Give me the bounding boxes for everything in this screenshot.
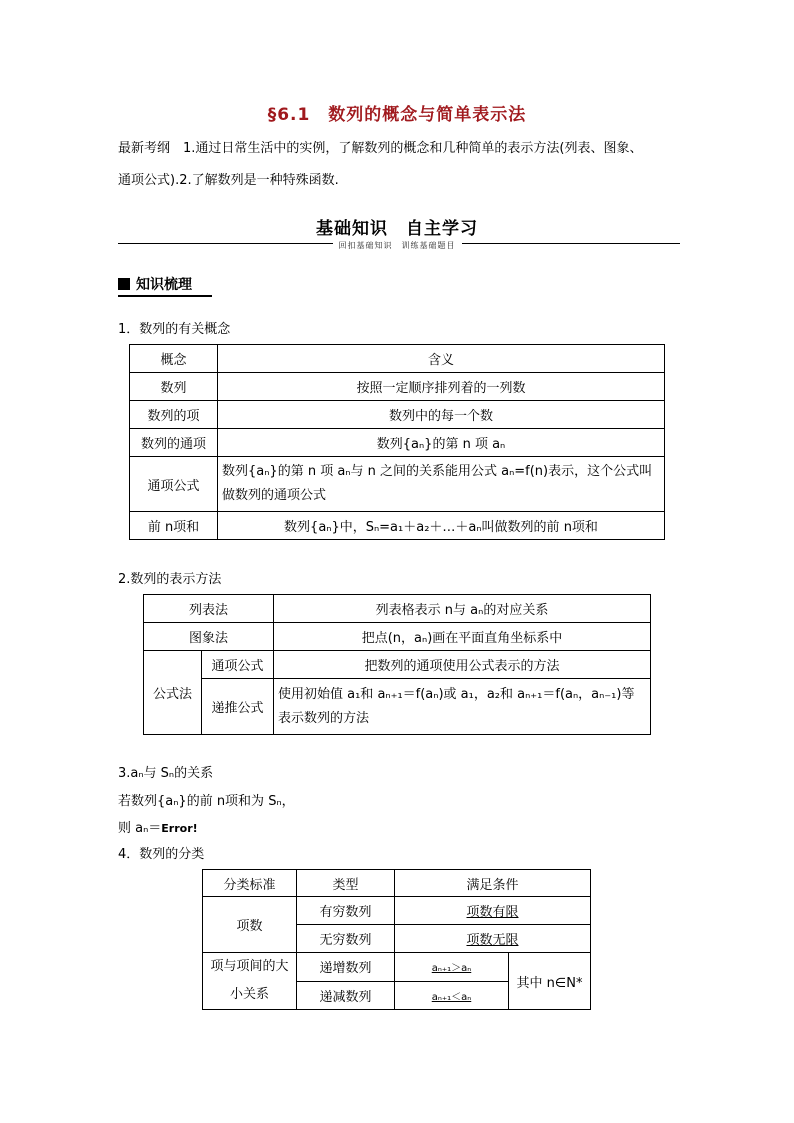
syllabus-line-2: 通项公式).2.了解数列是一种特殊函数. — [118, 173, 339, 188]
where-clause: 其中 n∈N* — [509, 953, 591, 1010]
row-text: 数列{aₙ}中，Sₙ=a₁＋a₂＋…＋aₙ叫做数列的前 n项和 — [218, 512, 665, 540]
representation-table — [143, 594, 651, 735]
decreasing-type: 递减数列 — [297, 981, 395, 1010]
infinite-condition: 项数无限 — [395, 925, 591, 953]
recur-text: 使用初始值 a₁和 aₙ₊₁＝f(aₙ)或 a₁，a₂和 aₙ₊₁＝f(aₙ，aₙ₋₁)等表示数列的方法 — [274, 679, 651, 735]
section-heading: 基础知识 自主学习 — [316, 219, 478, 239]
row-text: 数列{aₙ}的第 n 项 aₙ与 n 之间的关系能用公式 aₙ=f(n)表示，这个公式叫做数列的通项公式 — [218, 457, 665, 512]
knowledge-tag-underline — [118, 295, 212, 297]
row-text: 按照一定顺序排列着的一列数 — [218, 373, 665, 401]
square-bullet-icon — [118, 278, 130, 290]
s3-heading: 3.aₙ与 Sₙ的关系 — [118, 766, 214, 781]
concept-table — [129, 344, 665, 540]
classification-table — [202, 869, 591, 1010]
section-subheading: 回扣基础知识 训练基础题目 — [0, 237, 794, 252]
decreasing-condition: aₙ₊₁＜aₙ — [395, 981, 509, 1010]
graph-label: 图象法 — [144, 623, 274, 651]
error-text: Error! — [161, 822, 198, 835]
s3-line-1: 若数列{aₙ}的前 n项和为 Sₙ， — [118, 794, 295, 809]
finite-condition: 项数有限 — [395, 897, 591, 925]
s4-heading: 4．数列的分类 — [118, 847, 205, 862]
syllabus-line-1: 最新考纲 1.通过日常生活中的实例，了解数列的概念和几种简单的表示方法(列表、图象、 — [118, 141, 643, 156]
row-text: 数列{aₙ}的第 n 项 aₙ — [218, 429, 665, 457]
row-label: 数列的通项 — [130, 429, 218, 457]
condition-header: 满足条件 — [395, 870, 591, 897]
finite-type: 有穷数列 — [297, 897, 395, 925]
row-label: 数列的项 — [130, 401, 218, 429]
type-header: 类型 — [297, 870, 395, 897]
s1-heading: 1．数列的有关概念 — [118, 322, 231, 337]
increasing-condition: aₙ₊₁＞aₙ — [395, 953, 509, 982]
list-label: 列表法 — [144, 595, 274, 623]
row-label: 通项公式 — [130, 457, 218, 512]
row-text: 数列中的每一个数 — [218, 401, 665, 429]
relation-label: 项与项间的大小关系 — [203, 953, 297, 1010]
class-header: 分类标准 — [203, 870, 297, 897]
graph-text: 把点(n，aₙ)画在平面直角坐标系中 — [274, 623, 651, 651]
knowledge-tag: 知识梳理 — [118, 274, 192, 294]
formula-label: 公式法 — [144, 651, 202, 735]
s3-line-2: 则 aₙ＝Error! — [118, 821, 198, 836]
page-title: §6.1 数列的概念与简单表示法 — [267, 105, 527, 125]
infinite-type: 无穷数列 — [297, 925, 395, 953]
meaning-header: 含义 — [218, 345, 665, 373]
list-text: 列表格表示 n与 aₙ的对应关系 — [274, 595, 651, 623]
general-text: 把数列的通项使用公式表示的方法 — [274, 651, 651, 679]
recur-label: 递推公式 — [202, 679, 274, 735]
general-label: 通项公式 — [202, 651, 274, 679]
count-label: 项数 — [203, 897, 297, 953]
increasing-type: 递增数列 — [297, 953, 395, 982]
row-label: 数列 — [130, 373, 218, 401]
concept-header: 概念 — [130, 345, 218, 373]
row-label: 前 n项和 — [130, 512, 218, 540]
s2-heading: 2.数列的表示方法 — [118, 572, 222, 587]
